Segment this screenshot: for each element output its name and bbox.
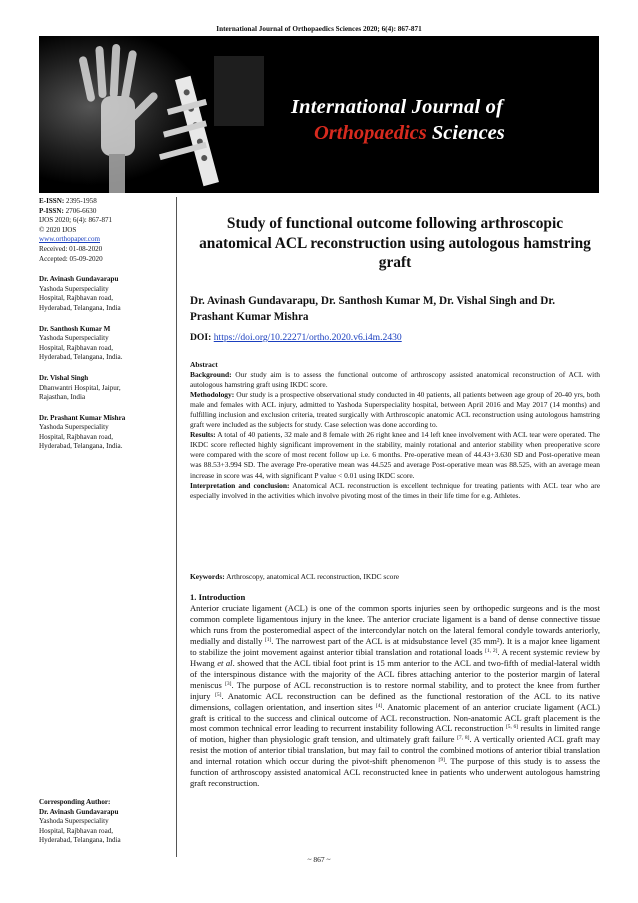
- abstract-interpretation: [190, 481, 600, 501]
- sidebar-author-name: Dr. Santhosh Kumar M: [39, 324, 111, 333]
- introduction-paragraph: [190, 603, 600, 789]
- intro-text: . A recent systemic review by Hwang: [190, 646, 600, 668]
- copyright: © 2020 IJOS: [39, 225, 77, 234]
- sidebar-author: [39, 275, 171, 313]
- sidebar-author-affiliation: Yashoda Superspeciality: [39, 334, 109, 343]
- doi-link[interactable]: https://doi.org/10.22271/ortho.2020.v6.i4m.2430: [213, 332, 402, 343]
- sidebar-author-affiliation: Hospital, Rajbhavan road,: [39, 432, 114, 441]
- sidebar-author-name: Dr. Vishal Singh: [39, 373, 89, 382]
- sidebar-author-affiliation: Rajasthan, India: [39, 393, 86, 402]
- corresponding-name: Dr. Avinash Gundavarapu: [39, 807, 119, 816]
- citation-ref: [3]: [225, 680, 232, 687]
- intro-text: . The purpose of this study is to assess the function of arthroscopy assisted anatomical ACL reconstructed knee in patients who underwent autologous hamstring graft reconstruction.: [190, 756, 600, 789]
- interpretation-text: Anatomical ACL reconstruction is excellent technique for treating patients with ACL tear who are especially involved in the activities which involve pivoting most of the times in their life time for e.g. Athletes.: [190, 480, 600, 500]
- interpretation-label: Interpretation and conclusion:: [190, 480, 290, 490]
- intro-text: Anterior cruciate ligament (ACL) is one of the common sports injuries seen by orthopedic surgeons and is the most common complete ligamentous injury in the knee. The anterior cruciate ligament is a band of dense connective tissue which runs from the posteromedial aspect of the intercondylar notch on the lateral femoral condyle towards anteriorly, medially and distally: [190, 603, 600, 646]
- accepted-date: Accepted: 05-09-2020: [39, 254, 103, 263]
- banner-title-white-word: Sciences: [431, 122, 505, 144]
- sidebar-author-affiliation: Hospital, Rajbhavan road,: [39, 343, 114, 352]
- keywords: [190, 572, 600, 581]
- intro-text: . showed that the ACL tibial foot print is 15 mm anterior to the ACL and two-fifth of medial-lateral width of the interspinous distance with the majority of the ACL fibres attaching anterior to the posterior margin of lateral meniscus: [190, 657, 601, 690]
- citation-ref: [4]: [375, 702, 383, 709]
- banner-title-line2: [314, 122, 505, 145]
- page-number: ~ 867 ~: [307, 855, 331, 864]
- results-label: Results:: [190, 430, 216, 440]
- corresponding-affiliation: Hyderabad, Telangana, India: [39, 836, 121, 845]
- sidebar-author: [39, 414, 171, 452]
- journal-header: International Journal of Orthopaedics Sciences 2020; 6(4): 867-871: [216, 25, 422, 33]
- corresponding-affiliation: Yashoda Superspeciality: [39, 817, 109, 826]
- abstract-background: [190, 370, 600, 390]
- abstract-results: [190, 430, 600, 480]
- corresponding-author: [39, 798, 171, 846]
- citation-ref: [5, 6]: [505, 724, 519, 731]
- intro-text: . Anatomic ACL reconstruction can be defined as the functional restoration of the ACL to its native dimensions, collagen orientation, and insertion sites: [190, 690, 600, 712]
- sidebar-author-affiliation: Dhanwantri Hospital, Jaipur,: [39, 383, 121, 392]
- intro-text: . The purpose of ACL reconstruction is to restore normal stability, and to protect the knee from further injury: [190, 679, 600, 701]
- pissn-line: [39, 207, 171, 217]
- sidebar-author: [39, 325, 171, 363]
- received-date: Received: 01-08-2020: [39, 244, 103, 253]
- sidebar-author-affiliation: Hyderabad, Telangana, India: [39, 303, 121, 312]
- sidebar-author-affiliation: Yashoda Superspeciality: [39, 284, 109, 293]
- article-authors: Dr. Avinash Gundavarapu, Dr. Santhosh Kumar M, Dr. Vishal Singh and Dr. Prashant Kumar Mishra: [190, 295, 556, 323]
- intro-text: . The narrowest part of the ACL is at midsubstance level (35 mm²). It is a major knee ligament to stabilize the joint movement against anterior tibial translation and rotational loads: [190, 635, 600, 657]
- citation-ref: [9]: [438, 757, 445, 764]
- sidebar-author-affiliation: Hyderabad, Telangana, India.: [39, 353, 123, 362]
- sidebar-metadata: [39, 197, 171, 452]
- sidebar-author: [39, 374, 171, 403]
- eissn-label: E-ISSN:: [39, 197, 65, 205]
- eissn-value: 2395-1958: [66, 197, 97, 205]
- citation-ref: [5]: [215, 691, 222, 698]
- doi-line: [190, 332, 600, 343]
- intro-text: results in limited range of motion, higher than physiologic graft tension, and ultimately graft failure: [190, 723, 600, 745]
- citation-ref: [1, 2]: [485, 647, 498, 654]
- sidebar-author-affiliation: Hospital, Rajbhavan road,: [39, 294, 114, 303]
- abstract-methodology: [190, 390, 600, 430]
- banner-title-line1: International Journal of: [291, 96, 504, 118]
- keywords-label: Keywords:: [190, 572, 225, 581]
- citation-ref: [1]: [264, 636, 272, 643]
- section-heading-introduction: 1. Introduction: [190, 592, 246, 602]
- doi-label: DOI:: [190, 332, 212, 343]
- citation-ref: [7, 8]: [457, 735, 470, 742]
- corresponding-affiliation: Hospital, Rajbhavan road,: [39, 826, 114, 835]
- sidebar-author-affiliation: Yashoda Superspeciality: [39, 423, 109, 432]
- banner-title-red-word: Orthopaedics: [314, 122, 427, 144]
- article-title: Study of functional outcome following arthroscopic anatomical ACL reconstruction using autologous hamstring graft: [199, 215, 591, 271]
- sidebar-author-affiliation: Hyderabad, Telangana, India.: [39, 442, 123, 451]
- methodology-text: Our study is a prospective observational study conducted in 40 patients, all patients between age group of 20-40 yrs, both male and females with ACL injury, admitted to Yashoda Superspeciality hospital, between April 2016 and May 2017 (14 months) and fulfilling inclusion and exclusion criteria, treated surgically with Arthroscopic anatomic ACL reconstruction using autologous hamstring graft were included as the subjects for study. Case selection was done according to.: [190, 390, 600, 430]
- intro-text: . Anatomic placement of an anterior cruciate ligament (ACL) graft is critical to the success and clinical outcome of ACL reconstruction. Non-anatomic ACL graft placement is the most common technical error leading to recurrent instability following ACL reconstruction: [190, 701, 601, 734]
- abstract-heading: Abstract: [190, 360, 218, 369]
- journal-banner: [39, 36, 599, 193]
- background-text: Our study aim is to assess the functional outcome of arthroscopy assisted anatomical reconstruction of ACL with autologous hamstring graft using IKDC score.: [190, 370, 600, 390]
- website-link[interactable]: www.orthopaper.com: [39, 235, 101, 244]
- abstract: [190, 360, 600, 501]
- eissn-line: [39, 197, 171, 207]
- intro-text: . A vertically oriented ACL graft may resist the motion of anterior tibial translation, but may fail to control the combined motions of anterior tibial translation and internal rotation which occur during the pivot-shift phenomenon: [190, 734, 600, 767]
- keywords-text: Arthroscopy, anatomical ACL reconstruction, IKDC score: [226, 572, 400, 581]
- ijos-citation: IJOS 2020; 6(4): 867-871: [39, 216, 113, 225]
- sidebar-author-name: Dr. Avinash Gundavarapu: [39, 275, 119, 284]
- pissn-label: P-ISSN:: [39, 206, 64, 215]
- column-divider: [176, 197, 177, 857]
- background-label: Background:: [190, 370, 232, 380]
- methodology-label: Methodology:: [190, 390, 235, 400]
- corresponding-label: Corresponding Author:: [39, 798, 111, 806]
- sidebar-author-name: Dr. Prashant Kumar Mishra: [39, 413, 126, 422]
- intro-text-italic: et al: [217, 657, 233, 668]
- pissn-value: 2706-6630: [65, 206, 97, 215]
- results-text: A total of 40 patients, 32 male and 8 female with 26 right knee and 14 left knee involvement with ACL tear were operated. The IKDC score reflected highly significant improvement in the stability, mainly rotational and anterior stability when preoperative score were compared with the score of most recent follow up i.e. 6 months. Pre-operative mean of 44.43+3.630 SD and Post-operative mean was 88.53+3.994 SD. The average Pre-operative mean was 44.525 and average Post-operative mean was 88.525, with an average mean increase in score was 44, with significant P value < 0.01 using IKDC score.: [190, 430, 600, 480]
